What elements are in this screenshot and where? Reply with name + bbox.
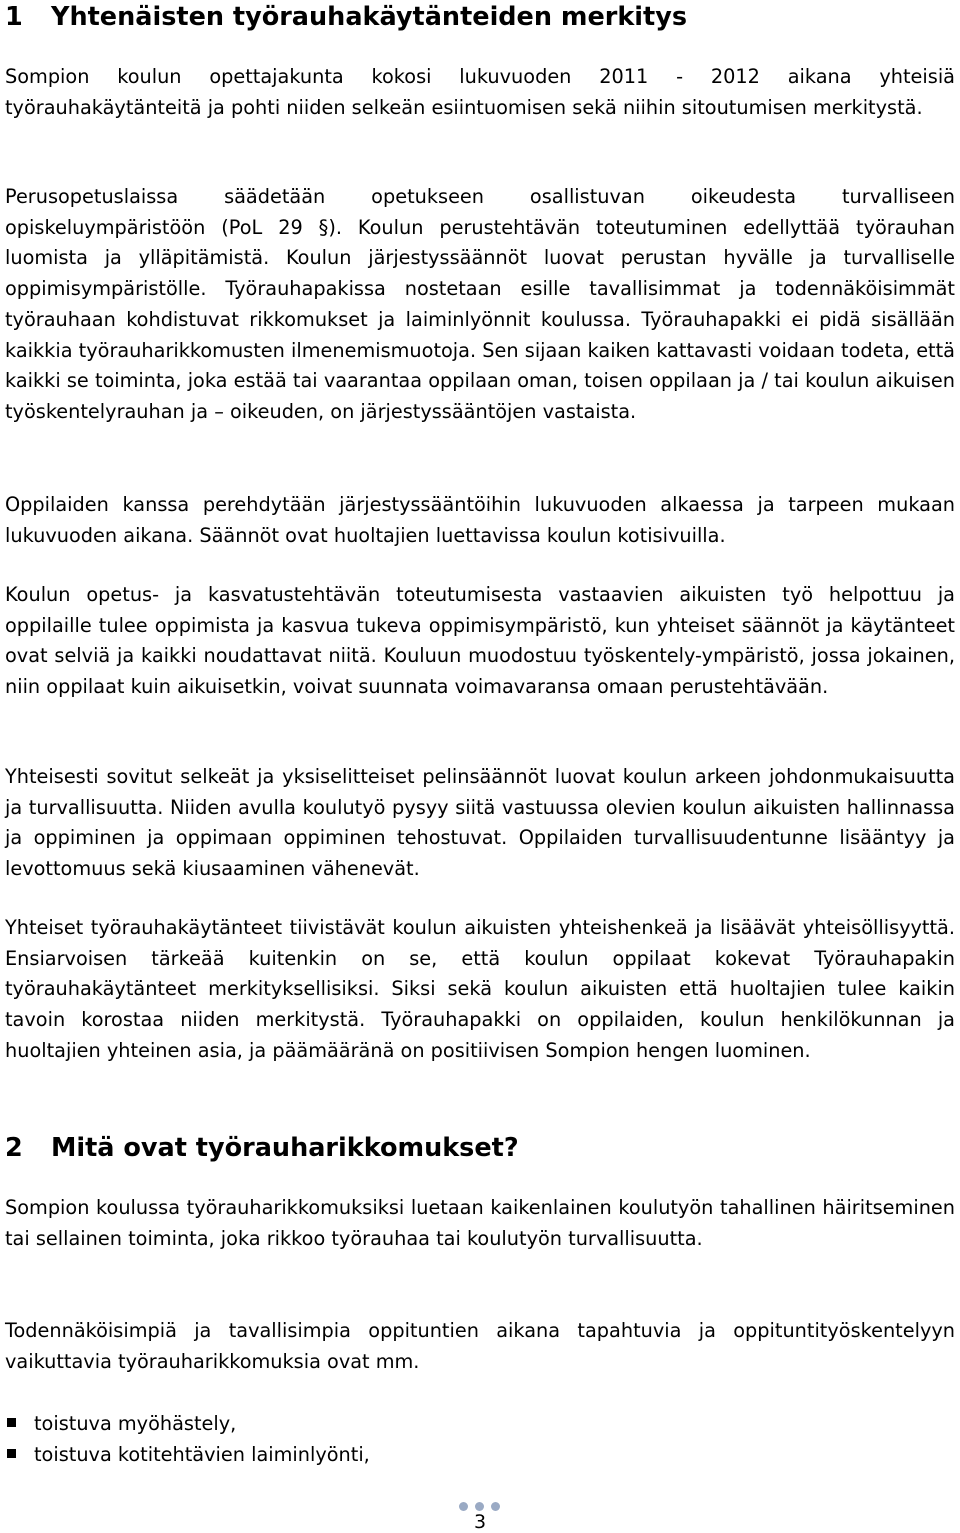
violation-list (5, 1408, 905, 1470)
section-heading-1 (5, 2, 687, 32)
section-heading-2 (5, 1133, 519, 1163)
paragraph-rules: Yhteisesti sovitut selkeät ja yksiselitteiset pelinsäännöt luovat koulun arkeen johdonmukaisuutta ja turvallisuutta. Niiden avulla koulutyö pysyy siitä vastuussa olevien koulun aikuisten hallinnassa ja oppiminen ja oppimaan oppiminen tehostuvat. Oppilaiden turvallisuudentunne lisääntyy ja levottomuus sekä kiusaaminen vähenevät. (5, 765, 955, 881)
list-item (5, 1408, 905, 1439)
square-bullet-icon (7, 1449, 16, 1458)
paragraph-definition: Sompion koulussa työrauharikkomuksiksi luetaan kaikenlainen koulutyön tahallinen häiritseminen tai sellainen toiminta, joka rikkoo työrauhaa tai koulutyön turvallisuutta. (5, 1196, 955, 1250)
section-number: 1 (5, 2, 23, 32)
paragraph-environment: Koulun opetus- ja kasvatustehtävän toteutumisesta vastaavien aikuisten työ helpottuu ja oppilaille tulee oppimista ja kasvua tukeva oppimisympäristö, kun yhteiset säännöt ja käytänteet ovat selviä ja kaikki noudattavat niitä. Kouluun muodostuu työskentely-ympäristö, jossa jokainen, niin oppilaat kuin aikuisetkin, voivat suunnata voimavaransa omaan perustehtävään. (5, 583, 955, 699)
section-title: Mitä ovat työrauharikkomukset? (51, 1133, 519, 1163)
paragraph-examples-intro: Todennäköisimpiä ja tavallisimpia oppituntien aikana tapahtuvia ja oppituntityöskentelyyn vaikuttavia työrauharikkomuksia ovat mm. (5, 1319, 955, 1373)
list-item-text: toistuva myöhästely, (34, 1412, 237, 1435)
list-item (5, 1439, 905, 1470)
list-item-text: toistuva kotitehtävien laiminlyönti, (34, 1443, 370, 1466)
dot-icon (459, 1502, 468, 1511)
paragraph-intro: Sompion koulun opettajakunta kokosi lukuvuoden 2011 - 2012 aikana yhteisiä työrauhakäytänteitä ja pohti niiden selkeän esiintuomisen sekä niihin sitoutumisen merkitystä. (5, 65, 955, 119)
paragraph-orientation: Oppilaiden kanssa perehdytään järjestyssääntöihin lukuvuoden alkaessa ja tarpeen mukaan lukuvuoden aikana. Säännöt ovat huoltajien luettavissa koulun kotisivuilla. (5, 493, 955, 547)
dot-icon (491, 1502, 500, 1511)
paragraph-community: Yhteiset työrauhakäytänteet tiivistävät koulun aikuisten yhteishenkeä ja lisäävät yhteisöllisyyttä. Ensiarvoisen tärkeää kuitenkin on se, että koulun oppilaat kokevat Työrauhapakin työrauhakäytänteet merkityksellisiksi. Siksi sekä koulun aikuisten että huoltajien tulee kaikin tavoin korostaa niiden merkitystä. Työrauhapakki on oppilaiden, koulun henkilökunnan ja huoltajien yhteinen asia, ja päämääränä on positiivisen Sompion hengen luominen. (5, 916, 955, 1062)
dot-icon (475, 1502, 484, 1511)
section-number: 2 (5, 1133, 23, 1163)
square-bullet-icon (7, 1418, 16, 1427)
page-number: 3 (473, 1511, 487, 1533)
section-title: Yhtenäisten työrauhakäytänteiden merkitys (51, 2, 688, 32)
paragraph-law: Perusopetuslaissa säädetään opetukseen osallistuvan oikeudesta turvalliseen opiskeluympäristöön (PoL 29 §). Koulun perustehtävän toteutuminen edellyttää työrauhan luomista ja ylläpitämistä. Koulun järjestyssäännöt luovat perustan hyvälle ja turvalliselle oppimisympäristölle. Työrauhapakissa nostetaan esille tavallisimmat ja todennäköisimmät työrauhaan kohdistuvat rikkomukset ja laiminlyönnit koulussa. Työrauhapakki ei pidä sisällään kaikkia työrauharikkomusten ilmenemismuotoja. Sen sijaan kaiken kattavasti voidaan todeta, että kaikki se toiminta, joka estää tai vaarantaa oppilaan oman, toisen oppilaan ja / tai koulun aikuisen työskentelyrauhan ja – oikeuden, on järjestyssääntöjen vastaista. (5, 185, 955, 423)
